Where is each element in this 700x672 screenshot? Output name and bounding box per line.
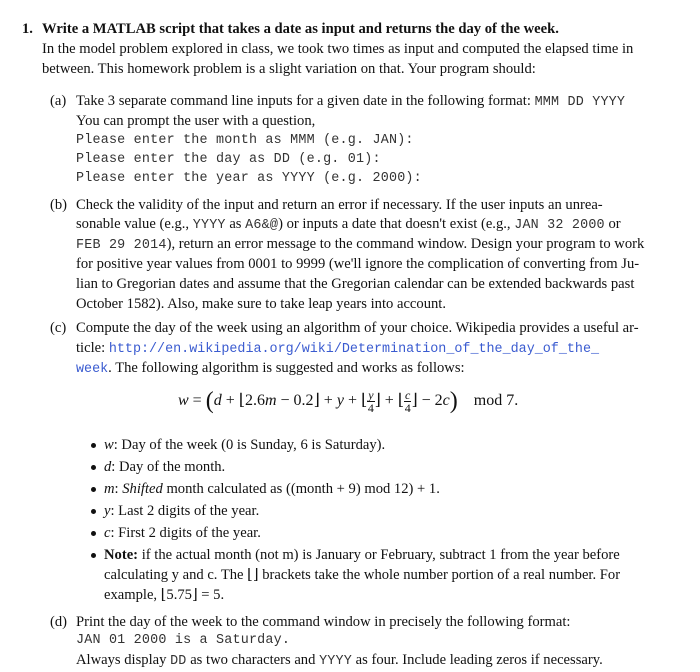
note-line-3: example, ⌊5.75⌋ = 5. — [104, 587, 225, 603]
intro-line-1: In the model problem explored in class, we took two times as input and computed the elapsed time in — [42, 41, 634, 57]
part-b-line-3: FEB 29 2014), return an error message to the command window. Design your program to work — [76, 236, 645, 253]
bullet-dot — [91, 509, 96, 514]
problem-title: Write a MATLAB script that takes a date as input and returns the day of the week. — [42, 21, 559, 37]
formula-mod: mod 7. — [473, 392, 519, 410]
output-example: JAN 01 2000 is a Saturday. — [76, 633, 291, 648]
part-b-line-4: for positive year values from 0001 to 9999 (we'll ignore the complication of converting from Ju- — [76, 256, 640, 272]
part-a-line-2: You can prompt the user with a question, — [76, 113, 316, 129]
code-yyyy-2: YYYY — [319, 654, 353, 669]
note-line-1: Note: if the actual month (not m) is January or February, subtract 1 from the year before — [104, 547, 620, 563]
part-d-line-3: Always display DD as two characters and YYYY as four. Include leading zeros if necessary. — [76, 652, 603, 669]
code-invalid-year: A6&@ — [245, 218, 279, 233]
prompt-year: Please enter the year as YYYY (e.g. 2000): — [76, 171, 422, 186]
day-of-week-formula: w = (d + ⌊2.6m − 0.2⌋ + y + ⌊ $\frac{y}{4}$ ⌋ + ⌊ $\frac{c}{4}$ ⌋ − 2c) mod 7. — [178, 388, 519, 415]
wikipedia-link-cont[interactable]: week — [76, 362, 109, 377]
wikipedia-link[interactable]: http://en.wikipedia.org/wiki/Determination_of_the_day_of_the_ — [108, 342, 600, 357]
date-format-code: MMM DD YYYY — [534, 95, 626, 110]
part-b-line-2: sonable value (e.g., YYYY as A6&@) or inputs a date that doesn't exist (e.g., JAN 32 2000 or — [76, 216, 621, 233]
bullet-w: w: Day of the week (0 is Sunday, 6 is Saturday). — [104, 437, 386, 453]
part-b-label: (b) — [50, 197, 68, 213]
code-yyyy: YYYY — [192, 218, 226, 233]
part-d-line-1: Print the day of the week to the command window in precisely the following format: — [76, 614, 571, 630]
part-a-line-1 — [76, 92, 625, 112]
bullet-d: d: Day of the month. — [104, 459, 226, 475]
problem-number: 1. — [22, 21, 33, 37]
code-feb29: FEB 29 2014 — [76, 238, 167, 253]
part-b-line-6: October 1582). Also, make sure to take leap years into account. — [76, 296, 446, 312]
code-dd: DD — [170, 654, 187, 669]
part-c-line-2: ticle: http://en.wikipedia.org/wiki/Determination_of_the_day_of_the_ — [76, 340, 600, 357]
part-c-line-1: Compute the day of the week using an algorithm of your choice. Wikipedia provides a useful ar- — [76, 320, 639, 336]
part-a-text-1: Take 3 separate command line inputs for a given date in the following format: — [76, 93, 531, 109]
bullet-dot — [91, 443, 96, 448]
bullet-dot — [91, 531, 96, 536]
note-line-2: calculating y and c. The ⌊⌋ brackets take the whole number portion of a real number. For — [104, 567, 621, 583]
bullet-dot — [91, 553, 96, 558]
code-invalid-date: JAN 32 2000 — [514, 218, 605, 233]
bullet-c: c: First 2 digits of the year. — [104, 525, 261, 541]
intro-line-2: between. This homework problem is a slight variation on that. Your program should: — [42, 61, 536, 77]
part-a-label: (a) — [50, 93, 67, 109]
bullet-dot — [91, 465, 96, 470]
note-label: Note: — [104, 547, 139, 563]
prompt-day: Please enter the day as DD (e.g. 01): — [76, 152, 381, 167]
bullet-dot — [91, 487, 96, 492]
part-c-label: (c) — [50, 320, 67, 336]
part-d-label: (d) — [50, 614, 68, 630]
part-c-line-3: week. The following algorithm is suggested and works as follows: — [76, 360, 465, 377]
prompt-month: Please enter the month as MMM (e.g. JAN): — [76, 133, 414, 148]
part-b-line-1: Check the validity of the input and return an error if necessary. If the user inputs an unrea- — [76, 197, 603, 213]
part-b-line-5: lian to Gregorian dates and assume that the Gregorian calendar can be extended backwards past — [76, 276, 635, 292]
bullet-y: y: Last 2 digits of the year. — [104, 503, 260, 519]
bullet-m: m: Shifted month calculated as ((month + 9) mod 12) + 1. — [104, 481, 440, 497]
